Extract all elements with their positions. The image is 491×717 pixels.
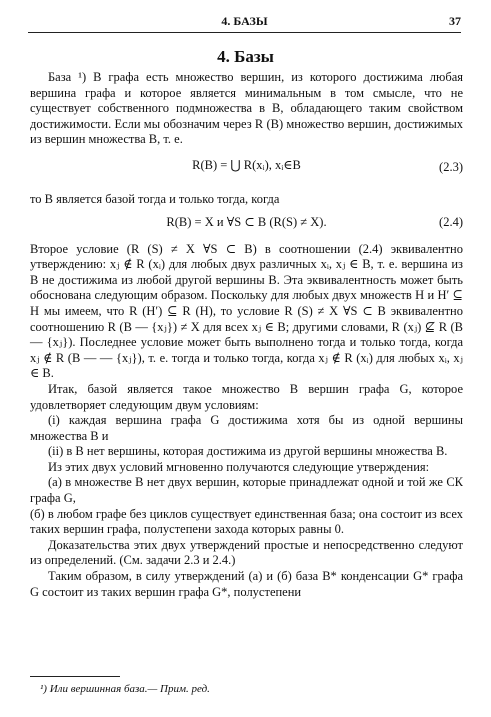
paragraph-condensation: Таким образом, в силу утверждений (а) и (б) база B* конденсации G* графа G состоит из таких вершин графа G*, полустепени xyxy=(30,569,463,599)
paragraph-two-conditions: Итак, базой является такое множество B вершин графа G, которое удовлетворяет следующим двум условиям: xyxy=(30,381,463,412)
statement-b: (б) в любом графе без циклов существует единственная база; она состоит из всех таких вершин графа, полустепени захода которых равны 0. xyxy=(30,506,463,537)
equation-2-4-expression: R(B) = X и ∀S ⊂ B (R(S) ≠ X). xyxy=(166,214,327,229)
statement-a: (а) в множестве B нет двух вершин, которые принадлежат одной и той же СК графа G, xyxy=(30,475,463,506)
condition-ii: (ii) в B нет вершины, которая достижима из другой вершины множества B. xyxy=(48,444,448,459)
footnote-rule xyxy=(30,676,120,677)
paragraph-base-condition: то B является базой тогда и только тогда, когда xyxy=(30,191,280,206)
condition-i: (i) каждая вершина графа G достижима хотя бы из одной вершины множества B и xyxy=(30,413,463,443)
section-title: 4. Базы xyxy=(217,47,274,66)
equation-2-3-tag: (2.3) xyxy=(439,159,463,174)
equation-2-3-expression: R(B) = ⋃ R(xᵢ), xᵢ∈B xyxy=(192,157,301,172)
paragraph-equivalence: Второе условие (R (S) ≠ X ∀S ⊂ B) в соотношении (2.4) эквивалентно утверждению: xⱼ ∉ R (xᵢ) для любых двух различных xᵢ, xⱼ ∈ B, т. е. вершина из B не достижима из любой другой вершины B. Эта эквивалентность может быть обоснована следующим образом. Поскольку для любых двух множеств H и H′ ⊆ H мы имеем, что R (H′) ⊆ R (H), то условие R (S) ≠ X ∀S ⊂ B эквивалентно соотношению R (B — {xⱼ}) ≠ X для всех xⱼ ∈ B; другими словами, R (xⱼ) ⊈ R (B — {xⱼ}). Последнее условие может быть выполнено тогда и только тогда, когда xⱼ ∉ R (B — — {xⱼ}), т. е. тогда и только тогда, когда xⱼ ∉ R (xᵢ) для любых xᵢ, xⱼ ∈ B. xyxy=(30,241,463,381)
footnote: ¹) Или вершинная база.— Прим. ред. xyxy=(40,683,210,695)
equation-2-4 xyxy=(30,212,463,236)
page-number: 37 xyxy=(449,14,461,28)
running-header xyxy=(28,12,461,33)
paragraph-proofs: Доказательства этих двух утверждений простые и непосредственно следуют из определений. (См. задачи 2.3 и 2.4.) xyxy=(30,537,463,568)
equation-2-4-tag: (2.4) xyxy=(439,214,463,229)
paragraph-consequences: Из этих двух условий мгновенно получаются следующие утверждения: xyxy=(48,459,430,474)
paragraph-base-definition: База ¹) B графа есть множество вершин, из которого достижима любая вершина графа и которое является минимальным в том смысле, что не существует собственного подмножества в B, обладающего таким свойством достижимости. Если мы обозначим через R (B) множество вершин, достижимых из вершин множества B, т. е. xyxy=(30,70,463,147)
body-text xyxy=(30,70,463,600)
equation-2-3 xyxy=(30,152,463,186)
running-header-section: 4. БАЗЫ xyxy=(221,14,268,28)
